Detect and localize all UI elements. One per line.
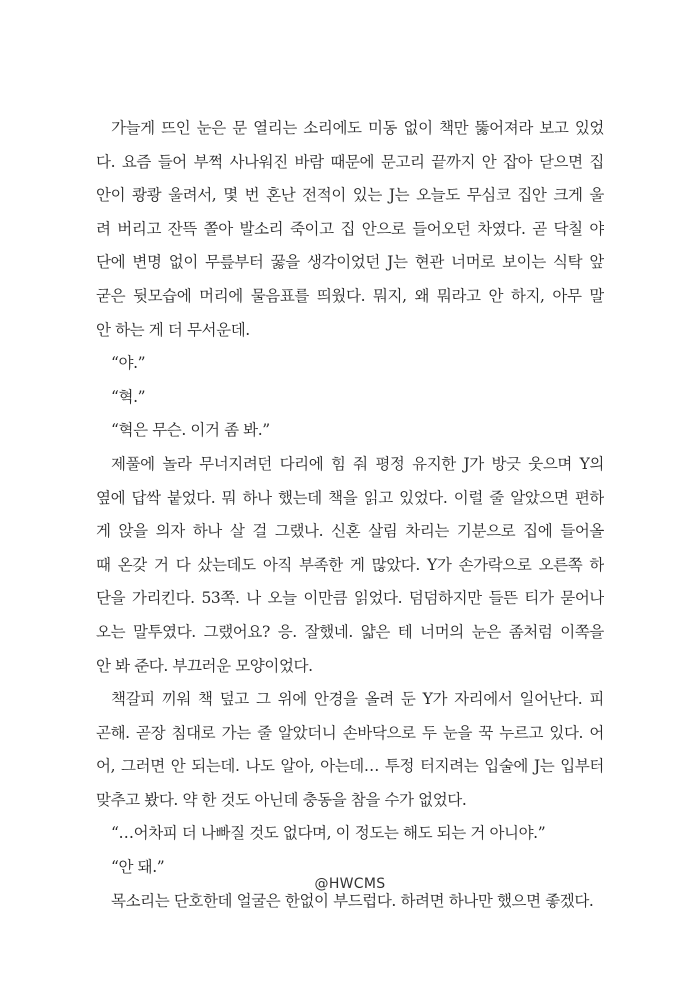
text-line: 게 앉을 의자 하나 살 걸 그랬나. 신혼 살림 차리는 기분으로 집에 들어올 [96,522,604,541]
text-line: 책갈피 끼워 책 덮고 그 위에 안경을 올려 둔 Y가 자리에서 일어난다. 피 [111,690,604,709]
text-line: 굳은 뒷모습에 머리에 물음표를 띄웠다. 뭐지, 왜 뭐라고 안 하지, 아무 말 [96,286,604,305]
text-line: 목소리는 단호한데 얼굴은 한없이 부드럽다. 하려면 하나만 했으면 좋겠다. [111,891,594,910]
author-credit: @HWCMS [314,876,386,892]
document-body [96,112,604,918]
text-line: 어, 그러면 안 되는데. 나도 알아, 아는데… 투정 터지려는 입술에 J는 입부터 [96,757,604,776]
dialogue-line: “혁은 무슨. 이거 좀 봐.” [111,421,270,440]
dialogue-line: “안 돼.” [111,858,165,877]
text-line: 가늘게 뜨인 눈은 문 열리는 소리에도 미동 없이 책만 뚫어져라 보고 있었 [111,119,604,137]
text-line: 때 온갖 거 다 샀는데도 아직 부족한 게 많았다. Y가 손가락으로 오른쪽 하 [96,555,604,574]
text-line: 안이 쾅쾅 울려서, 몇 번 혼난 전적이 있는 J는 오늘도 무심코 집안 크게 울 [96,186,604,205]
text-line: 단을 가리킨다. 53쪽. 나 오늘 이만큼 읽었다. 덤덤하지만 들뜬 티가 묻어나 [96,589,604,608]
dialogue-line: “…어차피 더 나빠질 것도 없다며, 이 정도는 해도 되는 거 아니야.” [111,824,546,843]
text-line: 제풀에 놀라 무너지려던 다리에 힘 줘 평정 유지한 J가 방긋 웃으며 Y의 [111,454,604,473]
text-line: 려 버리고 잔뜩 쫄아 발소리 죽이고 집 안으로 들어오던 차였다. 곧 닥칠 야 [96,219,604,238]
dialogue-line: “혁.” [111,387,146,406]
text-line: 다. 요즘 들어 부쩍 사나워진 바람 때문에 문고리 끝까지 안 잡아 닫으면 집 [96,152,604,171]
text-line: 안 봐 준다. 부끄러운 모양이었다. [96,656,313,675]
text-line: 곤해. 곧장 침대로 가는 줄 알았더니 손바닥으로 두 눈을 꾹 누르고 있다. 어 [96,723,604,742]
text-line: 옆에 답싹 붙었다. 뭐 하나 했는데 책을 읽고 있었다. 이럴 줄 알았으면 편하 [96,488,604,507]
text-line: 맞추고 봤다. 약 한 것도 아닌데 충동을 참을 수가 없었다. [96,790,467,809]
dialogue-line: “야.” [111,354,146,373]
text-line: 단에 변명 없이 무릎부터 꿇을 생각이었던 J는 현관 너머로 보이는 식탁 앞 [96,253,604,272]
text-line: 안 하는 게 더 무서운데. [96,320,250,339]
text-line: 오는 말투였다. 그랬어요? 응. 잘했네. 얇은 테 너머의 눈은 좀처럼 이쪽을 [96,622,604,641]
